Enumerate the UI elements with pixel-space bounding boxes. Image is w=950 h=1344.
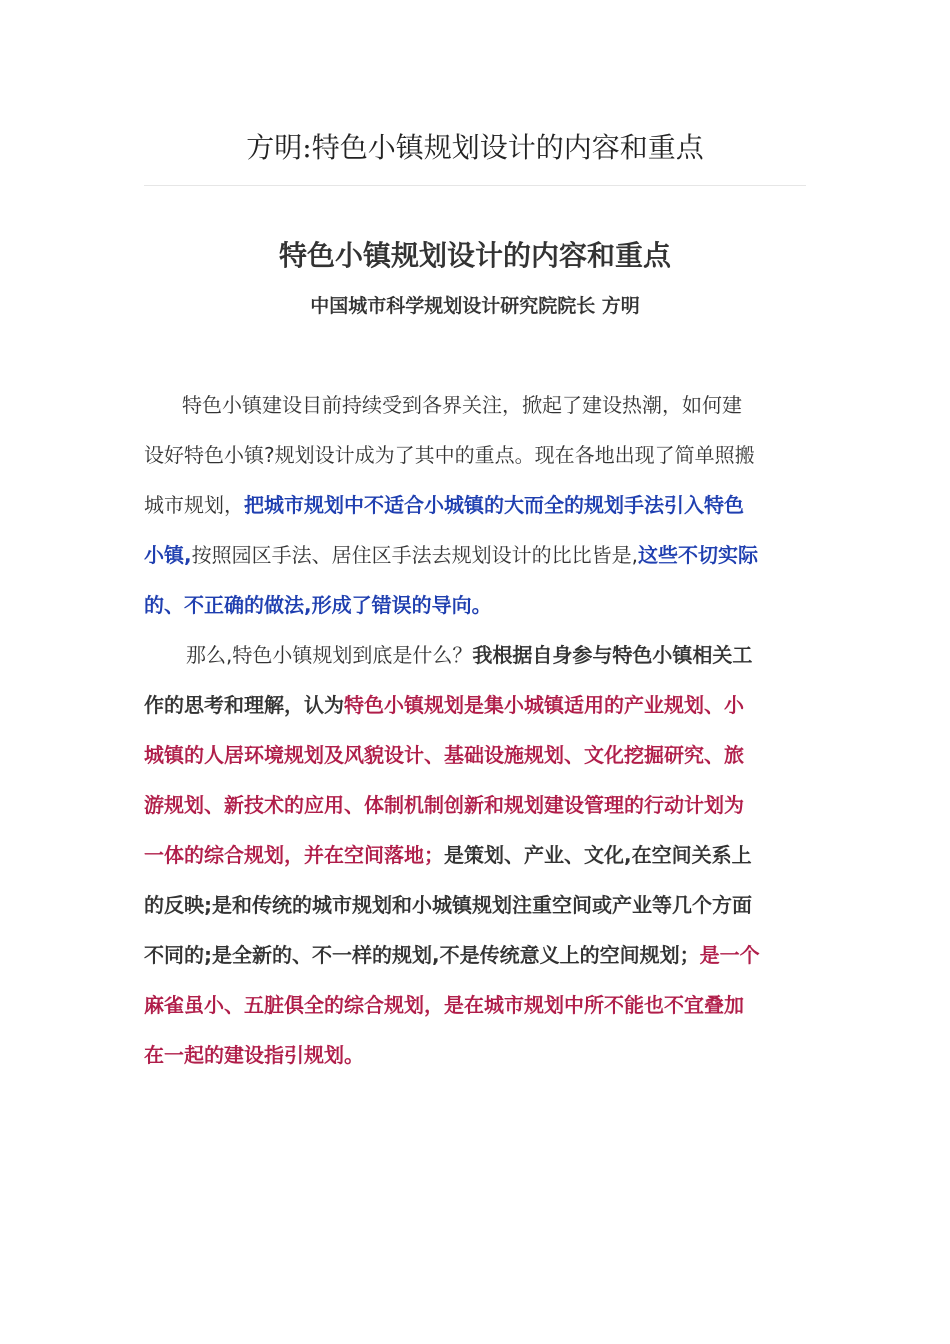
paragraph-2-line-1 bbox=[144, 630, 848, 680]
paragraph-1-line-4 bbox=[144, 530, 806, 580]
article-heading: 特色小镇规划设计的内容和重点 bbox=[278, 239, 671, 272]
paragraph-1-line-1 bbox=[144, 380, 844, 430]
emphasis-blue: 这些不切实际 bbox=[637, 543, 758, 567]
emphasis-red: 游规划、新技术的应用、体制机制创新和规划建设管理的行动计划为 bbox=[144, 793, 744, 817]
emphasis-red: 是一个 bbox=[699, 943, 760, 967]
paragraph-1-line-5 bbox=[144, 580, 806, 630]
emphasis-bold: 作的思考和理解，认为 bbox=[144, 693, 344, 717]
paragraph-1-line-2 bbox=[144, 430, 806, 480]
paragraph-2-line-4 bbox=[144, 780, 806, 830]
paragraph-2-line-7 bbox=[144, 930, 806, 980]
emphasis-bold: 我根据自身参与特色小镇相关工 bbox=[472, 643, 753, 667]
paragraph-2-line-5 bbox=[144, 830, 806, 880]
emphasis-blue: 小镇, bbox=[144, 543, 192, 567]
emphasis-red: 特色小镇规划是集小城镇适用的产业规划、小 bbox=[344, 693, 744, 717]
document-title: 方明:特色小镇规划设计的内容和重点 bbox=[246, 131, 704, 164]
text-span: 城市规划， bbox=[144, 493, 244, 517]
emphasis-bold: 的反映;是和传统的城市规划和小城镇规划注重空间或产业等几个方面 bbox=[144, 893, 752, 917]
text-span: 按照园区手法、居住区手法去规划设计的比比皆是, bbox=[191, 543, 638, 567]
emphasis-red: 一体的综合规划，并在空间落地； bbox=[144, 843, 444, 867]
emphasis-bold: 是策划、产业、文化,在空间关系上 bbox=[444, 843, 752, 867]
text-span: 特色小镇建设目前持续受到各界关注，掀起了建设热潮，如何建 bbox=[182, 393, 742, 417]
paragraph-2-line-6 bbox=[144, 880, 806, 930]
emphasis-blue: 把城市规划中不适合小城镇的大而全的规划手法引入特色 bbox=[244, 493, 744, 517]
emphasis-blue: 的、不正确的做法,形成了错误的导向。 bbox=[144, 593, 492, 617]
emphasis-red: 在一起的建设指引规划。 bbox=[144, 1043, 364, 1067]
title-divider bbox=[144, 185, 806, 186]
text-span: 设好特色小镇?规划设计成为了其中的重点。现在各地出现了简单照搬 bbox=[144, 443, 755, 467]
paragraph-2-line-2 bbox=[144, 680, 806, 730]
emphasis-bold: 不同的;是全新的、不一样的规划,不是传统意义上的空间规划； bbox=[144, 943, 700, 967]
paragraph-1-line-3 bbox=[144, 480, 806, 530]
paragraph-2-line-8 bbox=[144, 980, 806, 1030]
author-byline: 中国城市科学规划设计研究院院长 方明 bbox=[310, 295, 640, 317]
paragraph-2-line-9 bbox=[144, 1030, 806, 1080]
emphasis-red: 麻雀虽小、五脏俱全的综合规划，是在城市规划中所不能也不宜叠加 bbox=[144, 993, 744, 1017]
text-span: 那么,特色小镇规划到底是什么？ bbox=[186, 643, 473, 667]
emphasis-red: 城镇的人居环境规划及风貌设计、基础设施规划、文化挖掘研究、旅 bbox=[144, 743, 744, 767]
paragraph-2-line-3 bbox=[144, 730, 806, 780]
